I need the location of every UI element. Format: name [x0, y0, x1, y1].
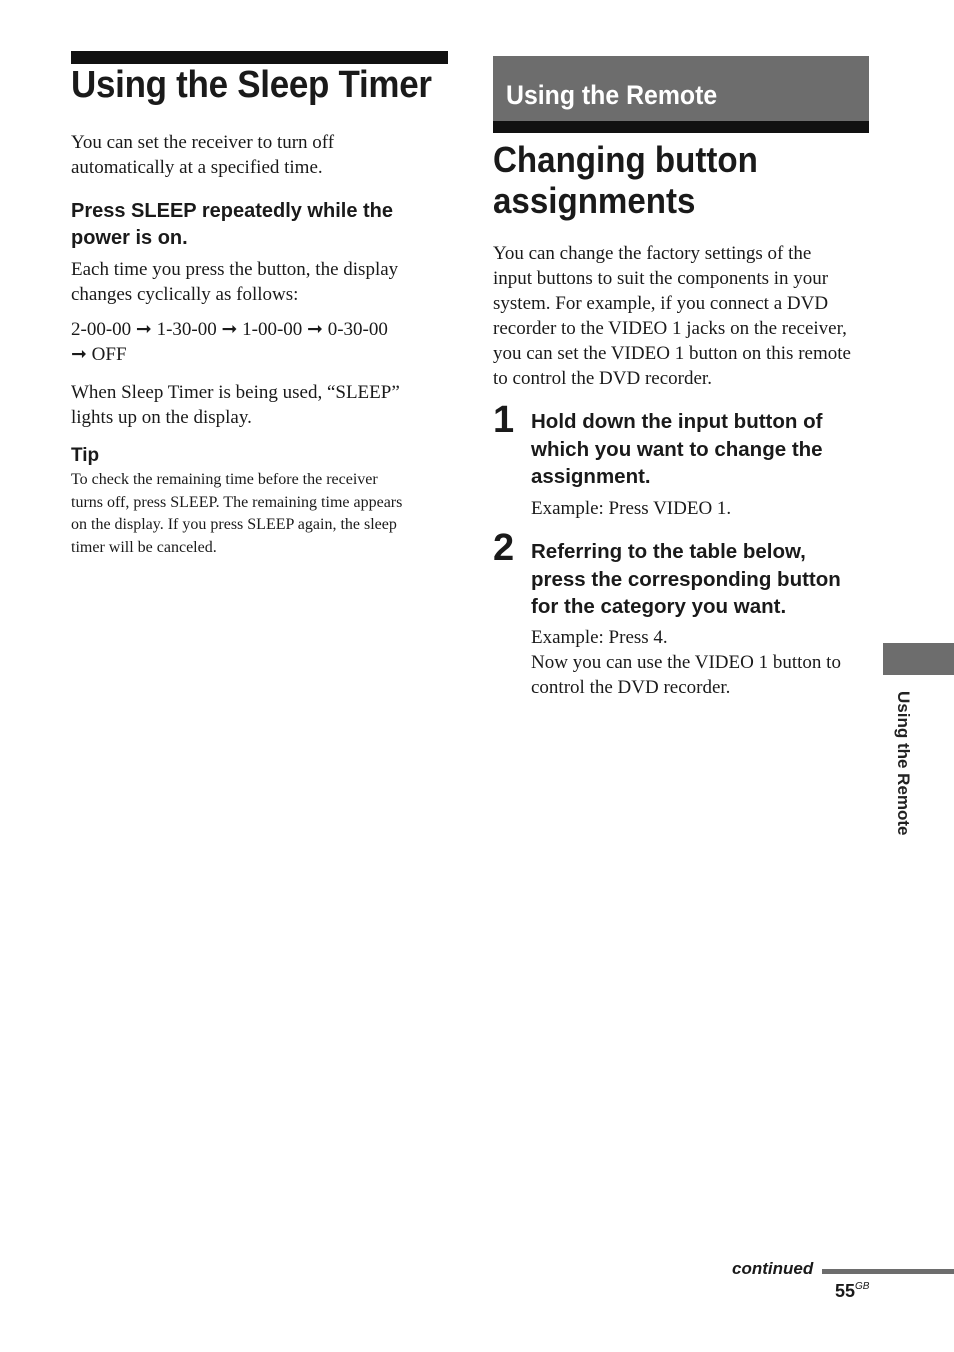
instruction-line: Press SLEEP repeatedly while the: [71, 200, 393, 222]
step-title-line: assignment.: [531, 465, 651, 488]
cycle-sequence: [71, 317, 388, 367]
tip-heading: Tip: [71, 445, 100, 466]
page-title: Using the Sleep Timer: [71, 64, 432, 106]
description-text: [71, 257, 398, 307]
sleep-indicator-line: When Sleep Timer is being used, “SLEEP”: [71, 382, 400, 403]
step-body-line: Example: Press VIDEO 1.: [531, 498, 732, 519]
sleep-indicator-text: [71, 380, 400, 430]
page-number-value: 55: [835, 1281, 856, 1301]
step-number: 1: [493, 399, 515, 441]
remote-intro-line: system. For example, if you connect a DVD: [493, 293, 829, 314]
step-title-line: which you want to change the: [531, 437, 823, 461]
continued-label: continued: [732, 1259, 814, 1278]
step-title: [531, 538, 841, 621]
step-body-line: Now you can use the VIDEO 1 button to: [531, 652, 841, 673]
instruction-heading: [71, 198, 393, 252]
top-rule: [71, 51, 448, 64]
section-title: Using the Remote: [506, 80, 718, 110]
remote-intro-line: input buttons to suit the components in your: [493, 268, 829, 289]
step-body-line: control the DVD recorder.: [531, 677, 731, 698]
subsection-title-line: assignments: [493, 180, 696, 221]
tip-line: turns off, press SLEEP. The remaining time appears: [71, 493, 403, 511]
step-body: [531, 625, 841, 700]
tip-line: on the display. If you press SLEEP again, the sleep: [71, 516, 397, 533]
description-line: Each time you press the button, the display: [71, 259, 399, 280]
remote-intro-line: You can change the factory settings of the: [493, 243, 812, 264]
intro-line: automatically at a specified time.: [71, 157, 323, 178]
description-line: changes cyclically as follows:: [71, 284, 299, 305]
cycle-line: 2-00-00 ➞ 1-30-00 ➞ 1-00-00 ➞ 0-30-00: [71, 319, 388, 340]
step-number: 2: [493, 527, 515, 569]
step-body: [531, 496, 731, 521]
tip-text: [71, 469, 402, 559]
remote-intro-line: recorder to the VIDEO 1 jacks on the receiver,: [493, 318, 847, 339]
cycle-line: ➞ OFF: [71, 344, 127, 365]
step-title-line: Referring to the table below,: [531, 540, 806, 563]
remote-intro-line: to control the DVD recorder.: [493, 368, 712, 389]
continued-bar: [822, 1269, 954, 1274]
step-title-line: for the category you want.: [531, 595, 787, 618]
intro-text: [71, 130, 334, 180]
page-number: [835, 1281, 869, 1302]
section-rule: [493, 121, 869, 133]
remote-intro: [493, 241, 851, 391]
subsection-title-line: Changing button: [493, 139, 758, 180]
chapter-tab: [883, 643, 954, 675]
step-title-line: press the corresponding button: [531, 567, 841, 591]
step-body-line: Example: Press 4.: [531, 627, 668, 648]
subsection-title: [493, 139, 861, 221]
intro-line: You can set the receiver to turn off: [71, 132, 335, 153]
step-title: [531, 408, 823, 491]
remote-intro-line: you can set the VIDEO 1 button on this remote: [493, 343, 851, 364]
instruction-line: power is on.: [71, 227, 188, 249]
tip-line: timer will be canceled.: [71, 538, 217, 556]
sleep-indicator-line: lights up on the display.: [71, 407, 252, 428]
chapter-tab-label: Using the Remote: [894, 691, 913, 836]
page-number-suffix: GB: [855, 1281, 870, 1292]
step-title-line: Hold down the input button of: [531, 410, 823, 433]
tip-line: To check the remaining time before the receiver: [71, 471, 378, 488]
